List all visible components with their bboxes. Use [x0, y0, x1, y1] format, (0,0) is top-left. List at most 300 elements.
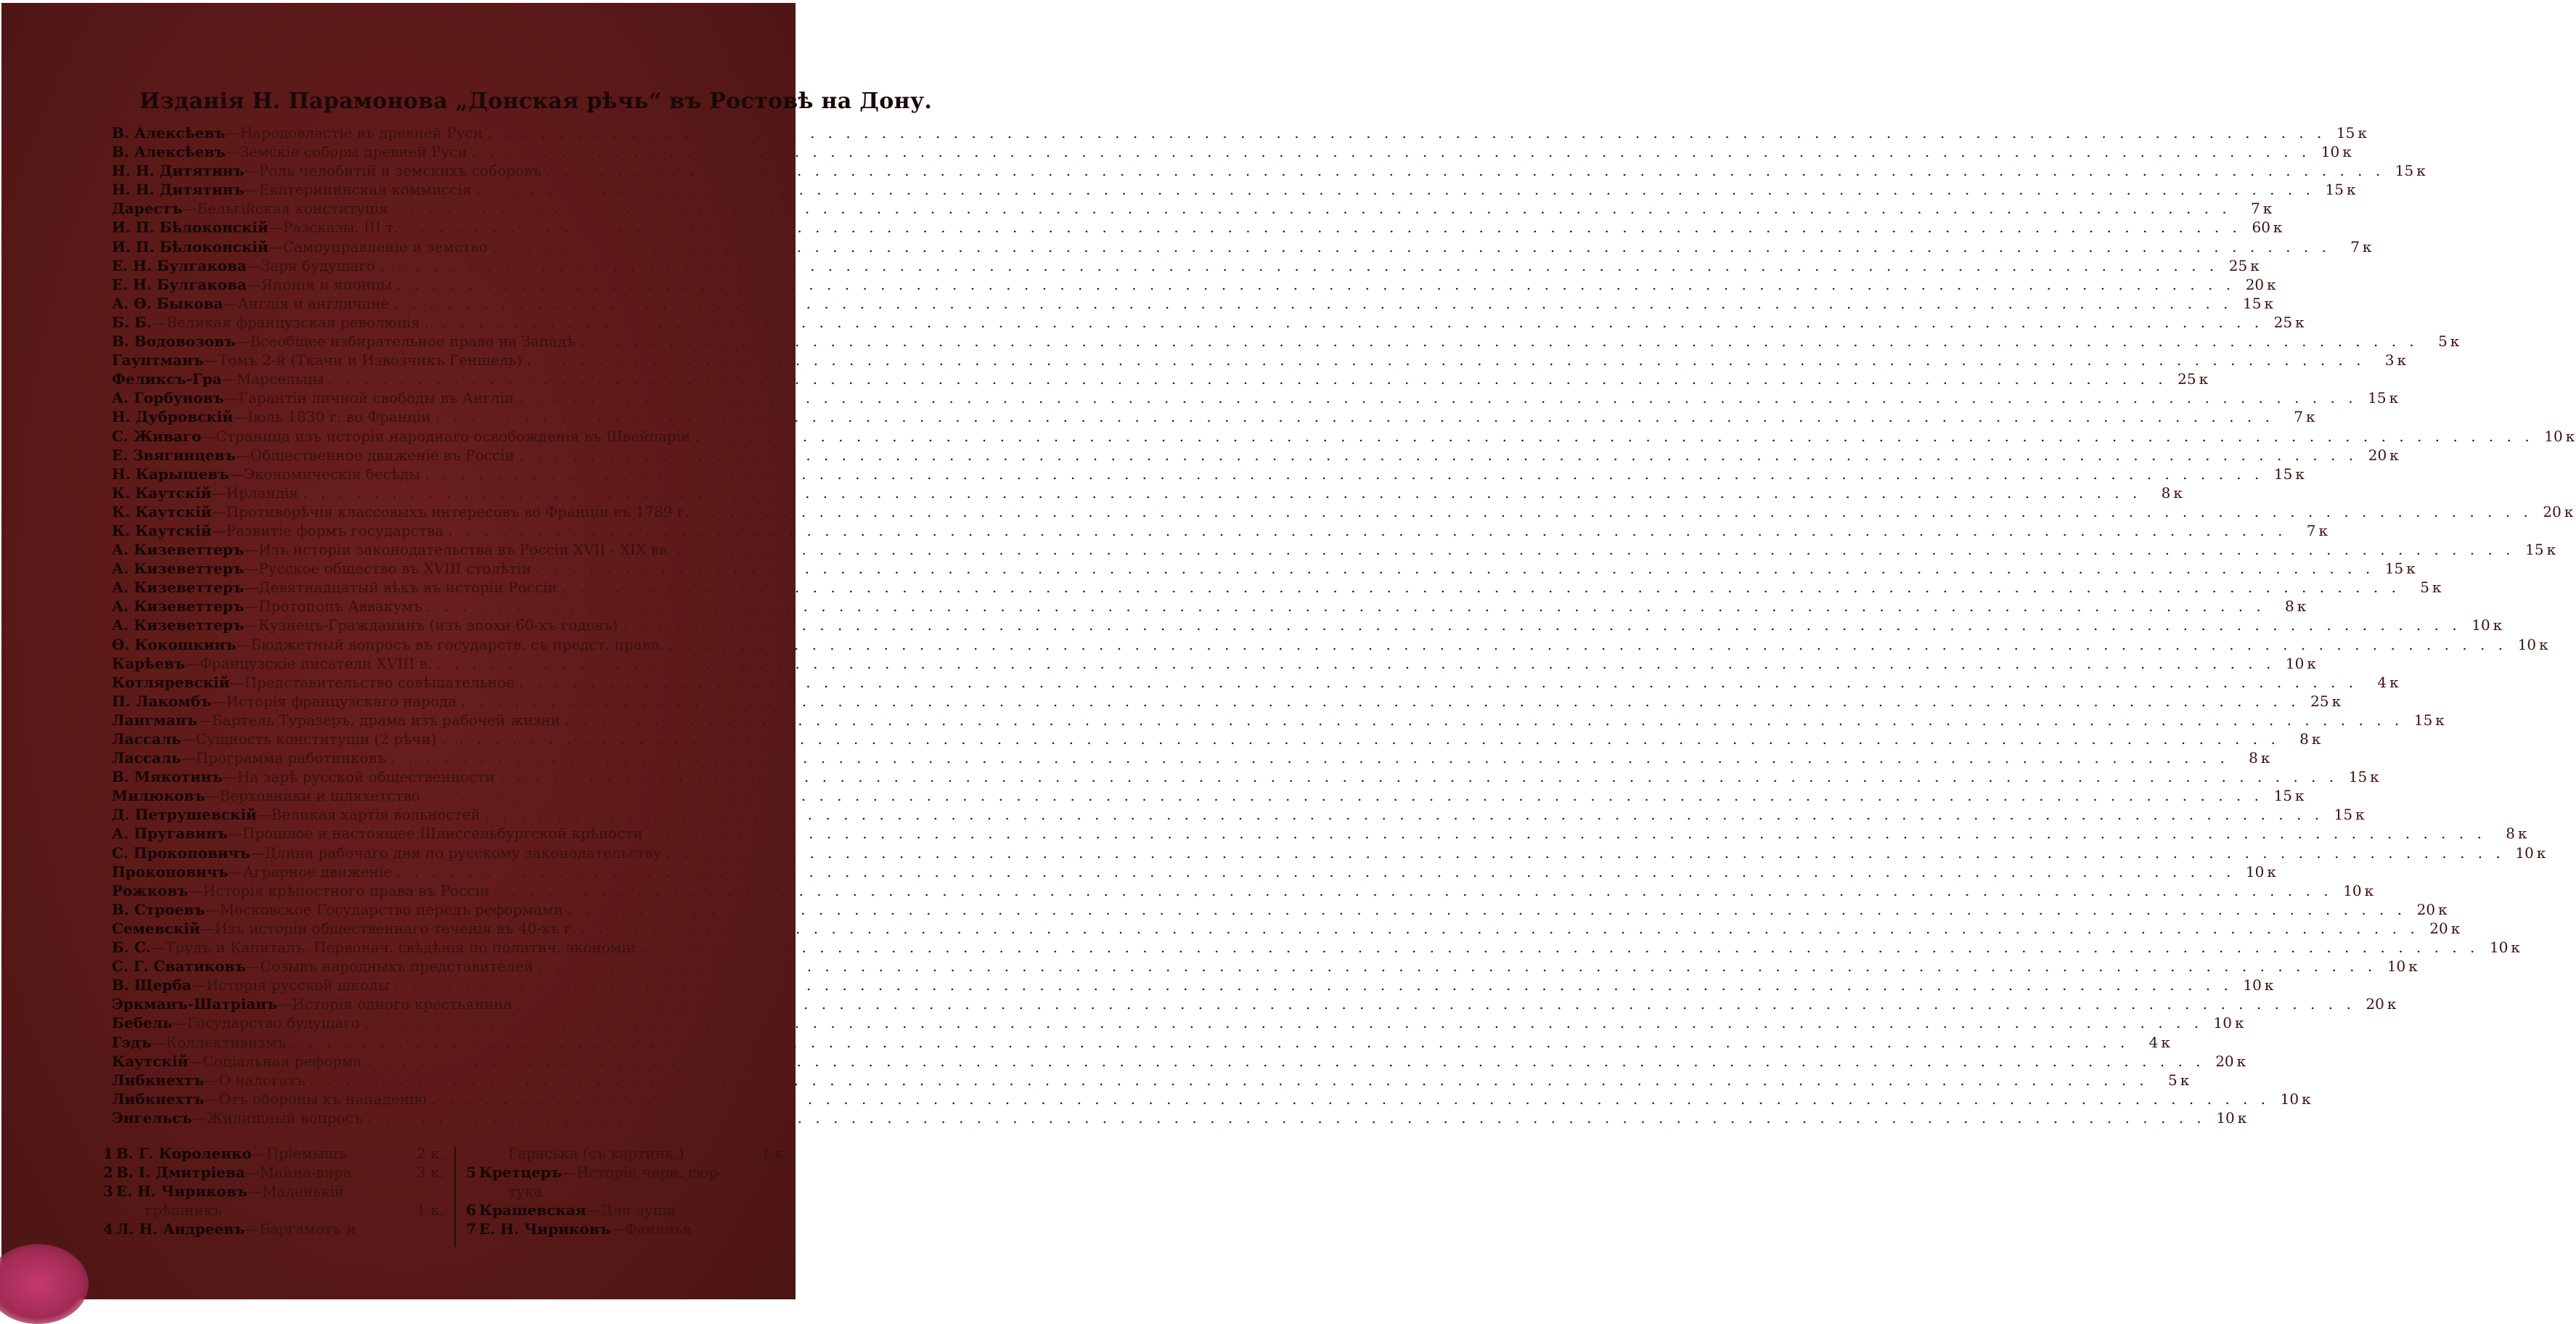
- leader-dots: [560, 711, 2403, 730]
- catalog-author: Гауптманъ: [112, 351, 204, 369]
- catalog-book: Протопопъ Аввакумъ: [258, 597, 422, 616]
- catalog-dash: —: [211, 483, 226, 502]
- catalog-row: [112, 843, 2546, 862]
- bottom-price: [783, 1163, 789, 1182]
- catalog-dash: —: [250, 843, 265, 862]
- catalog-price-unit: к: [2536, 843, 2546, 862]
- catalog-price: 5: [2438, 332, 2448, 351]
- catalog-book: Русское общество въ XVIII столѣтіи: [258, 560, 531, 578]
- catalog-dash: —: [228, 862, 243, 880]
- bottom-author: В. Г. Короленко: [116, 1145, 252, 1162]
- catalog-book: Государство будущаго: [187, 1014, 360, 1032]
- catalog-price: 15: [2368, 389, 2387, 407]
- leader-dots: [437, 730, 2280, 748]
- catalog-book: Японія и японцы: [261, 275, 392, 293]
- catalog-price: 15: [2273, 465, 2293, 483]
- catalog-row: [112, 994, 2397, 1013]
- catalog-book: Московское Государство передъ реформами: [219, 900, 563, 918]
- catalog-author: Либкнехтъ: [112, 1071, 205, 1089]
- leader-dots: [392, 275, 2235, 294]
- bottom-book: Майна-вира: [259, 1164, 352, 1181]
- catalog-dash: —: [151, 1033, 166, 1051]
- leader-dots: [375, 256, 2218, 275]
- catalog-author: Е. Н. Булгакова: [112, 275, 247, 293]
- leader-dots: [390, 976, 2233, 994]
- catalog-price-unit: к: [2273, 218, 2283, 237]
- catalog-price-unit: к: [2358, 124, 2367, 142]
- catalog-row: [112, 711, 2445, 730]
- leader-dots: [541, 161, 2384, 180]
- leader-dots: [431, 407, 2274, 426]
- catalog-row: [112, 635, 2548, 654]
- catalog-price-unit: к: [2564, 502, 2574, 520]
- catalog-row: [112, 332, 2460, 351]
- catalog-price: 10: [2321, 143, 2340, 161]
- catalog-list: [112, 123, 2575, 1127]
- catalog-price: 7: [2350, 237, 2360, 256]
- catalog-author: Н. Дубровскій: [112, 408, 234, 426]
- catalog-price: 15: [2525, 541, 2544, 559]
- catalog-author: Н. Карышевъ: [112, 465, 229, 483]
- catalog-dash: —: [201, 427, 216, 445]
- bottom-author: Е. Н. Чириковъ: [116, 1182, 248, 1200]
- catalog-book: Коллективизмъ: [165, 1033, 287, 1051]
- bottom-book: Фанинья: [624, 1220, 692, 1238]
- bottom-author: Крашевская: [479, 1201, 586, 1219]
- catalog-author: К. Каутскій: [112, 483, 212, 502]
- catalog-dash: —: [244, 560, 259, 578]
- bottom-num: 7: [466, 1220, 476, 1238]
- catalog-book: Земскіе соборы древней Руси: [240, 143, 467, 161]
- catalog-price: 7: [2251, 200, 2260, 218]
- bottom-num: [466, 1182, 479, 1201]
- catalog-row: [112, 919, 2461, 938]
- catalog-author: Энгельсъ: [112, 1108, 192, 1127]
- catalog-book: Французскіе писатели XVIII в.: [200, 654, 433, 672]
- catalog-price-unit: к: [2264, 294, 2273, 312]
- bottom-row: [103, 1201, 444, 1219]
- catalog-author: А. Кизеветтеръ: [112, 541, 245, 559]
- catalog-price-unit: к: [2355, 806, 2365, 824]
- catalog-price-unit: к: [2511, 939, 2520, 957]
- catalog-price: 10: [2515, 843, 2534, 862]
- leader-dots: [671, 540, 2514, 559]
- catalog-book: Кузнецъ-Гражданинъ (изъ эпохи 60-хъ годовъ): [258, 616, 618, 634]
- catalog-price: 7: [2294, 408, 2303, 426]
- leader-dots: [388, 199, 2231, 218]
- leader-dots: [664, 635, 2507, 654]
- catalog-book: Длина рабочаго дня по русскому законодательству: [264, 843, 662, 862]
- catalog-book: Общественное движеніе въ Россіи: [250, 446, 515, 464]
- catalog-author: А. Кизеветтеръ: [112, 597, 245, 616]
- bottom-dash: —: [251, 1145, 266, 1162]
- catalog-book: Противорѣчія классовыхъ интересовъ во Франціи въ 1789 г.: [226, 502, 690, 520]
- leader-dots: [662, 843, 2505, 862]
- catalog-author: А. Кизеветтеръ: [112, 560, 245, 578]
- catalog-row: [112, 1013, 2244, 1032]
- catalog-row: [112, 654, 2316, 673]
- catalog-dash: —: [197, 711, 212, 729]
- catalog-dash: —: [229, 465, 244, 483]
- catalog-author: Семевскій: [112, 919, 200, 937]
- catalog-book: Исторія крѣпостного права въ Россіи: [203, 881, 490, 899]
- leader-dots: [483, 123, 2326, 142]
- catalog-dash: —: [268, 237, 283, 256]
- bottom-dash: —: [245, 1220, 260, 1238]
- catalog-book: Бельгійская конституція: [197, 200, 388, 218]
- leader-dots: [690, 502, 2532, 521]
- bottom-price: [783, 1219, 789, 1238]
- catalog-price: 8: [2161, 483, 2171, 502]
- bottom-price: [783, 1201, 789, 1219]
- catalog-row: [112, 976, 2274, 994]
- bottom-price: 2 к.: [417, 1145, 444, 1162]
- catalog-dash: —: [244, 579, 259, 597]
- catalog-price: 3: [2384, 351, 2395, 369]
- catalog-author: Прокоповичъ: [112, 862, 229, 880]
- leader-dots: [389, 294, 2232, 313]
- catalog-price: 25: [2310, 692, 2329, 710]
- catalog-author: Бебель: [112, 1014, 173, 1032]
- catalog-price-unit: к: [2397, 351, 2406, 369]
- catalog-row: [112, 1108, 2247, 1127]
- catalog-price: 10: [2517, 635, 2537, 653]
- bottom-price: [783, 1182, 789, 1201]
- catalog-author: Гэдъ: [112, 1033, 152, 1051]
- catalog-book: Страница изъ исторіи народнаго освобожденія въ Швейцаріи: [216, 427, 691, 445]
- leader-dots: [515, 673, 2358, 692]
- catalog-author: А. Кизеветтеръ: [112, 616, 245, 634]
- catalog-price-unit: к: [2180, 1071, 2190, 1089]
- pink-spot: [0, 1244, 89, 1324]
- catalog-dash: —: [200, 919, 215, 937]
- catalog-row: [112, 123, 2367, 142]
- catalog-author: Карѣевъ: [112, 654, 186, 672]
- bottom-book: Для души: [600, 1201, 676, 1219]
- catalog-price-unit: к: [2565, 427, 2575, 445]
- catalog-row: [112, 180, 2356, 199]
- catalog-dash: —: [203, 351, 218, 369]
- catalog-price-unit: к: [2307, 654, 2316, 672]
- catalog-row: [112, 597, 2307, 616]
- catalog-dash: —: [244, 162, 259, 180]
- catalog-price: 15: [2413, 711, 2433, 729]
- catalog-price-unit: к: [2297, 597, 2307, 616]
- catalog-price-unit: к: [2318, 521, 2328, 539]
- catalog-book: Отъ обороны къ нападенію: [218, 1090, 427, 1108]
- catalog-book: На зарѣ русской общественности: [237, 768, 495, 786]
- catalog-author: Н. Н. Дитятинъ: [112, 162, 245, 180]
- leader-dots: [495, 767, 2338, 786]
- bottom-price: [438, 1182, 444, 1201]
- bottom-author: Кретцеръ: [479, 1164, 563, 1181]
- leader-dots: [432, 654, 2275, 673]
- catalog-price-unit: к: [2346, 181, 2356, 199]
- catalog-price-unit: к: [2295, 465, 2305, 483]
- leader-dots: [515, 446, 2358, 465]
- catalog-row: [112, 237, 2372, 256]
- catalog-price: 15: [2242, 294, 2262, 312]
- catalog-price-unit: к: [2267, 275, 2276, 293]
- catalog-price-unit: к: [2295, 313, 2305, 331]
- catalog-dash: —: [244, 616, 259, 634]
- catalog-price-unit: к: [2364, 881, 2374, 899]
- catalog-price: 15: [2334, 806, 2353, 824]
- catalog-row: [112, 862, 2276, 881]
- catalog-price: 10: [2245, 862, 2265, 880]
- catalog-price: 7: [2306, 521, 2316, 539]
- catalog-author: В. Алексѣевъ: [112, 124, 226, 142]
- leader-dots: [557, 578, 2400, 597]
- bottom-row: [466, 1219, 789, 1238]
- catalog-price-unit: к: [2199, 370, 2209, 388]
- catalog-price-unit: к: [2262, 200, 2273, 218]
- catalog-dash: —: [222, 768, 237, 786]
- catalog-author: В. Мякотинъ: [112, 768, 223, 786]
- bottom-book: Маленькій: [261, 1182, 345, 1200]
- catalog-dash: —: [224, 389, 239, 407]
- catalog-dash: —: [268, 218, 283, 237]
- catalog-row: [112, 483, 2183, 502]
- bottom-dash: —: [247, 1182, 262, 1200]
- catalog-author: Д. Петрушевскій: [112, 806, 257, 824]
- leader-dots: [386, 748, 2229, 767]
- catalog-author: Е. Н. Булгакова: [112, 256, 247, 274]
- leader-dots: [422, 597, 2265, 616]
- catalog-row: [112, 351, 2406, 369]
- catalog-price: 4: [2148, 1033, 2159, 1051]
- catalog-price: 8: [2506, 825, 2515, 843]
- catalog-book: Марсельцы: [236, 370, 324, 388]
- catalog-row: [112, 218, 2283, 237]
- column-divider: [454, 1147, 456, 1247]
- catalog-row: [112, 369, 2209, 388]
- catalog-book: Программа работниковъ: [195, 749, 386, 767]
- bottom-num: [103, 1201, 116, 1219]
- leader-dots: [443, 521, 2286, 540]
- catalog-book: О налогахъ: [218, 1071, 306, 1089]
- catalog-dash: —: [233, 408, 248, 426]
- catalog-price-unit: к: [2416, 162, 2426, 180]
- bottom-author: Л. Н. Андреевъ: [116, 1220, 245, 1238]
- catalog-price: 20: [2366, 995, 2384, 1013]
- bottom-section: [103, 1144, 789, 1253]
- catalog-row: [112, 559, 2416, 578]
- catalog-dash: —: [205, 900, 220, 918]
- catalog-price-unit: к: [2236, 1052, 2246, 1070]
- catalog-price: 10: [2213, 1014, 2232, 1032]
- catalog-row: [112, 256, 2260, 275]
- catalog-price: 5: [2168, 1071, 2178, 1089]
- leader-dots: [690, 427, 2533, 446]
- bottom-book: Пріемышъ: [266, 1145, 347, 1162]
- catalog-row: [112, 407, 2315, 426]
- catalog-dash: —: [191, 976, 206, 994]
- catalog-price-unit: к: [2342, 143, 2352, 161]
- catalog-price-unit: к: [2235, 1014, 2244, 1032]
- leader-dots: [636, 938, 2479, 957]
- catalog-book: Гарантіи личной свободы въ Англіи: [238, 389, 515, 407]
- catalog-price-unit: к: [2362, 237, 2372, 256]
- catalog-row: [112, 1071, 2190, 1090]
- catalog-dash: —: [225, 124, 240, 142]
- catalog-dash: —: [236, 635, 251, 653]
- catalog-price-unit: к: [2370, 768, 2379, 786]
- catalog-row: [112, 805, 2365, 824]
- catalog-row: [112, 900, 2448, 919]
- catalog-book: Трудъ и Капиталъ. Первонач. свѣдѣнія по политич. экономіи: [165, 939, 637, 957]
- book-cover: [1, 3, 2575, 1299]
- catalog-price-unit: к: [2438, 900, 2448, 918]
- catalog-price: 10: [2216, 1108, 2235, 1127]
- catalog-row: [112, 824, 2527, 843]
- bottom-price: 3 к.: [417, 1164, 444, 1181]
- catalog-author: А. Пругавинъ: [112, 825, 228, 843]
- catalog-book: Изъ исторіи общественнаго теченія въ 40-хъ г.: [214, 919, 576, 937]
- catalog-book: Прошлое и настоящее Шлиссельбургской крѣпости: [242, 825, 643, 843]
- catalog-book: Заря будущаго: [261, 256, 375, 274]
- leader-dots: [576, 919, 2418, 938]
- catalog-dash: —: [235, 446, 250, 464]
- catalog-row: [112, 1052, 2246, 1071]
- bottom-num: 5: [466, 1164, 476, 1181]
- catalog-book: Жилищный вопросъ: [206, 1108, 363, 1127]
- catalog-author: Дарестъ: [112, 200, 183, 218]
- bottom-row: [466, 1201, 789, 1219]
- leader-dots: [481, 805, 2323, 824]
- leader-dots: [514, 388, 2357, 407]
- catalog-dash: —: [150, 939, 165, 957]
- catalog-row: [112, 161, 2426, 180]
- catalog-price-unit: к: [2387, 995, 2397, 1013]
- catalog-price: 5: [2420, 579, 2429, 597]
- catalog-price: 10: [2544, 427, 2563, 445]
- catalog-price-unit: к: [2406, 560, 2416, 578]
- bottom-price: 1 к.: [417, 1201, 444, 1219]
- catalog-row: [112, 427, 2575, 446]
- catalog-author: С. Прокоповичъ: [112, 843, 250, 862]
- bottom-row: [466, 1144, 789, 1163]
- catalog-dash: —: [227, 825, 242, 843]
- bottom-dash: —: [562, 1164, 577, 1181]
- catalog-row: [112, 142, 2352, 161]
- catalog-price-unit: к: [2237, 1108, 2247, 1127]
- catalog-dash: —: [181, 749, 196, 767]
- catalog-author: П. Лакомбъ: [112, 692, 212, 710]
- catalog-row: [112, 616, 2503, 634]
- leader-dots: [392, 862, 2235, 881]
- catalog-book: Исторія одного крестьянина: [292, 995, 512, 1013]
- catalog-row: [112, 957, 2418, 976]
- bottom-num: 1: [103, 1145, 113, 1162]
- catalog-dash: —: [229, 673, 245, 691]
- bottom-num: 3: [103, 1182, 113, 1200]
- leader-dots: [286, 1033, 2129, 1052]
- catalog-dash: —: [181, 730, 196, 748]
- catalog-price: 10: [2471, 616, 2490, 634]
- catalog-price-unit: к: [2450, 332, 2460, 351]
- catalog-book: Великая хартія вольностей: [271, 806, 481, 824]
- catalog-author: Рожковъ: [112, 881, 189, 899]
- catalog-author: А. Кизеветтеръ: [112, 579, 245, 597]
- catalog-price-unit: к: [2305, 408, 2315, 426]
- bottom-row: [466, 1182, 789, 1201]
- catalog-dash: —: [185, 654, 200, 672]
- catalog-price-unit: к: [2389, 673, 2399, 691]
- catalog-author: Милюковъ: [112, 787, 205, 805]
- catalog-price-unit: к: [2173, 483, 2183, 502]
- catalog-price-unit: к: [2302, 1090, 2311, 1108]
- bottom-book: Исторія черн. сюр-: [576, 1164, 724, 1181]
- catalog-book: Исторія французскаго народа: [226, 692, 457, 710]
- catalog-price: 15: [2348, 768, 2368, 786]
- catalog-price: 25: [2228, 256, 2248, 274]
- catalog-row: [112, 692, 2342, 711]
- catalog-price: 10: [2343, 881, 2362, 899]
- leader-dots: [576, 332, 2418, 351]
- catalog-author: В. Водовозовъ: [112, 332, 236, 351]
- catalog-dash: —: [225, 143, 240, 161]
- catalog-dash: —: [246, 275, 261, 293]
- catalog-book: Разсказы. III т.: [282, 218, 398, 237]
- catalog-book: Верховники и шляхетство: [219, 787, 420, 805]
- catalog-price: 15: [2395, 162, 2414, 180]
- catalog-author: Котляревскій: [112, 673, 230, 691]
- catalog-price-unit: к: [2389, 446, 2399, 464]
- catalog-dash: —: [211, 502, 226, 520]
- catalog-price: 10: [2280, 1090, 2299, 1108]
- bottom-row: [103, 1219, 444, 1238]
- catalog-dash: —: [221, 370, 237, 388]
- catalog-author: Феликсъ-Гра: [112, 370, 222, 388]
- leader-dots: [324, 369, 2167, 388]
- catalog-row: [112, 199, 2273, 218]
- catalog-price-unit: к: [2517, 825, 2527, 843]
- leader-dots: [488, 237, 2331, 256]
- catalog-dash: —: [172, 1014, 187, 1032]
- catalog-price: 15: [2273, 787, 2293, 805]
- catalog-author: Каутскій: [112, 1052, 189, 1070]
- catalog-row: [112, 786, 2305, 805]
- catalog-author: В. Алексѣевъ: [112, 143, 226, 161]
- leader-dots: [398, 218, 2241, 237]
- catalog-book: Ирландія: [226, 483, 299, 502]
- catalog-price-unit: к: [2295, 787, 2305, 805]
- catalog-dash: —: [182, 200, 197, 218]
- leader-dots: [618, 616, 2461, 634]
- leader-dots: [467, 142, 2310, 161]
- catalog-book: Бюджетный вопросъ въ государств. съ предст. правл.: [250, 635, 664, 653]
- bottom-row: [466, 1163, 789, 1182]
- catalog-row: [112, 313, 2305, 332]
- catalog-price-unit: к: [2432, 579, 2442, 597]
- catalog-dash: —: [244, 597, 259, 616]
- catalog-dash: —: [188, 881, 203, 899]
- catalog-price: 20: [2368, 446, 2387, 464]
- catalog-price: 20: [2543, 502, 2561, 520]
- leader-dots: [420, 786, 2263, 805]
- catalog-price: 10: [2387, 957, 2406, 976]
- bottom-row: [103, 1144, 444, 1163]
- catalog-book: Всеобщее избирательное право на Западѣ: [250, 332, 576, 351]
- leader-dots: [489, 881, 2332, 900]
- leader-dots: [563, 900, 2406, 919]
- catalog-price-unit: к: [2264, 976, 2274, 994]
- catalog-author: А. Горбуновъ: [112, 389, 224, 407]
- catalog-price-unit: к: [2493, 616, 2503, 634]
- catalog-author: Ѳ. Кокошкинъ: [112, 635, 237, 653]
- catalog-book: Соціальная реформа: [203, 1052, 362, 1070]
